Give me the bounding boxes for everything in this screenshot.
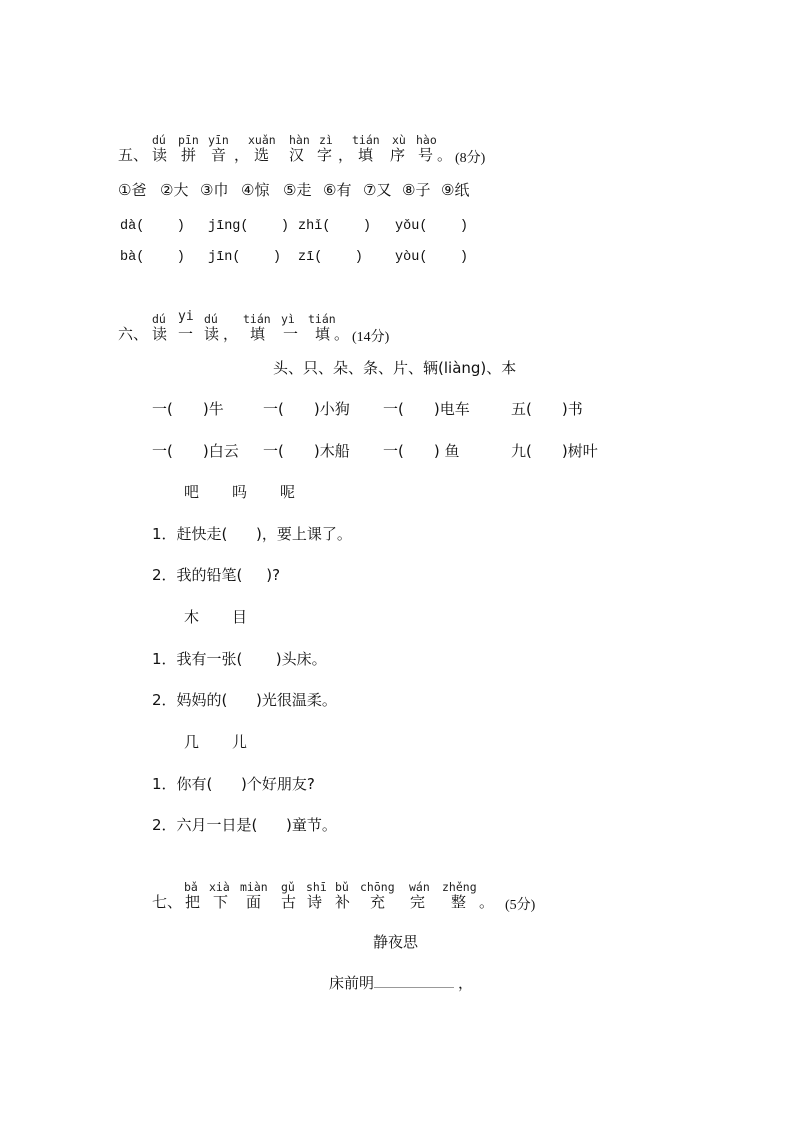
word-option: 几 <box>184 733 200 751</box>
pinyin: dà <box>120 219 137 234</box>
pinyin: bǔ <box>335 880 349 894</box>
pinyin-yin: yīn <box>208 133 229 147</box>
prefix: 九( <box>511 442 532 460</box>
answer-item[interactable] <box>298 219 371 235</box>
suffix: )白云 <box>202 442 239 460</box>
heading-char: ， <box>338 146 354 164</box>
sentence-text[interactable]: 我的铅笔( )? <box>176 566 281 584</box>
heading-char: 读 <box>152 146 168 164</box>
answer-item[interactable] <box>120 219 185 235</box>
pinyin-xuan: xuǎn <box>248 133 276 147</box>
fill-item[interactable] <box>511 400 583 418</box>
prefix: 一( <box>383 442 404 460</box>
prefix: 一( <box>152 442 173 460</box>
pinyin: yi <box>178 309 194 324</box>
poem-title: 静夜思 <box>373 933 419 951</box>
pinyin: bà <box>120 250 137 265</box>
pinyin-xu: xù <box>392 133 406 147</box>
pinyin: jīng <box>208 219 241 234</box>
pinyin-du: dú <box>152 133 166 147</box>
suffix: )牛 <box>202 400 224 418</box>
option: ⑧子 <box>402 181 431 199</box>
heading-char: 。 <box>479 893 495 911</box>
heading-char: 。 <box>437 146 453 164</box>
answer-blank[interactable]: ( ) <box>314 250 363 265</box>
pinyin: shī <box>306 880 327 894</box>
suffix: ) 鱼 <box>433 442 460 460</box>
sentence[interactable] <box>152 691 337 709</box>
pinyin: wán <box>409 880 430 894</box>
pinyin: yì <box>281 312 295 326</box>
heading-char: 面 <box>246 893 262 911</box>
answer-item[interactable] <box>298 250 363 266</box>
answer-item[interactable] <box>395 250 468 266</box>
pinyin-tian: tián <box>352 133 380 147</box>
section-number: 七、 <box>152 893 183 911</box>
pinyin: bǎ <box>184 880 198 894</box>
sentence[interactable] <box>152 650 327 668</box>
suffix: )小狗 <box>313 400 350 418</box>
option: ⑦又 <box>363 181 392 199</box>
heading-char: 一 <box>178 325 194 343</box>
sentence[interactable] <box>152 566 280 584</box>
fill-item[interactable] <box>263 400 350 418</box>
answer-blank[interactable]: ( ) <box>136 219 185 234</box>
pinyin: zī <box>298 250 315 265</box>
fill-item[interactable] <box>152 400 224 418</box>
heading-char: 一 <box>283 325 299 343</box>
word-option: 儿 <box>232 733 248 751</box>
heading-char: 填 <box>250 325 266 343</box>
heading-char: 诗 <box>307 893 323 911</box>
sentence-text[interactable]: 妈妈的( )光很温柔。 <box>176 691 337 709</box>
measure-word-options: 头、只、朵、条、片、辆(liàng)、本 <box>273 359 517 377</box>
heading-char: 号 <box>418 146 434 164</box>
sentence-number: 2． <box>152 566 177 584</box>
pinyin: jīn <box>208 250 233 265</box>
pinyin: tián <box>308 312 336 326</box>
fill-item[interactable] <box>383 442 459 460</box>
pinyin-pin: pīn <box>178 133 199 147</box>
answer-item[interactable] <box>120 250 185 266</box>
poem-line <box>329 973 473 992</box>
answer-blank[interactable]: ( ) <box>419 250 468 265</box>
option: ①爸 <box>118 181 147 199</box>
heading-char: 拼 <box>181 146 197 164</box>
answer-blank[interactable]: ( ) <box>232 250 281 265</box>
fill-item[interactable] <box>383 400 470 418</box>
word-option: 呢 <box>280 483 296 501</box>
pinyin: gǔ <box>281 880 295 894</box>
heading-char: 填 <box>358 146 374 164</box>
heading-char: ， <box>223 325 239 343</box>
prefix: 一( <box>383 400 404 418</box>
word-option: 吗 <box>232 483 248 501</box>
suffix: )木船 <box>313 442 350 460</box>
heading-char: 音 <box>211 146 227 164</box>
heading-char: 填 <box>315 325 331 343</box>
sentence-number: 1． <box>152 650 177 668</box>
section-number: 五、 <box>118 146 149 164</box>
pinyin-hao: hào <box>416 133 437 147</box>
option: ②大 <box>160 181 189 199</box>
heading-char: 补 <box>335 893 351 911</box>
poem-line-prefix: 床前明 <box>329 974 375 992</box>
option: ④惊 <box>241 181 270 199</box>
heading-char: 充 <box>370 893 386 911</box>
suffix: )电车 <box>433 400 470 418</box>
heading-char: ， <box>234 146 250 164</box>
pinyin: dú <box>204 312 218 326</box>
pinyin: zhǐ <box>298 219 323 234</box>
pinyin: xià <box>209 880 230 894</box>
heading-char: 读 <box>152 325 168 343</box>
sentence-text[interactable]: 六月一日是( )童节。 <box>176 816 337 834</box>
prefix: 一( <box>152 400 173 418</box>
pinyin-zi: zì <box>319 133 333 147</box>
sentence-text[interactable]: 我有一张( )头床。 <box>176 650 327 668</box>
answer-item[interactable] <box>208 250 281 266</box>
prefix: 一( <box>263 400 284 418</box>
sentence[interactable] <box>152 816 337 834</box>
pinyin: miàn <box>240 880 268 894</box>
heading-char: 字 <box>317 146 333 164</box>
sentence-number: 2． <box>152 816 177 834</box>
suffix: )树叶 <box>561 442 598 460</box>
word-option: 木 <box>184 608 200 626</box>
heading-char: 古 <box>281 893 297 911</box>
heading-char: 完 <box>410 893 426 911</box>
pinyin: chōng <box>360 880 395 894</box>
prefix: 一( <box>263 442 284 460</box>
answer-item[interactable] <box>395 219 468 235</box>
pinyin: tián <box>243 312 271 326</box>
pinyin-han: hàn <box>289 133 310 147</box>
pinyin: yǒu <box>395 219 420 234</box>
section-number: 六、 <box>118 325 149 343</box>
word-option: 吧 <box>184 483 200 501</box>
word-option: 目 <box>232 608 248 626</box>
fill-item[interactable] <box>152 442 239 460</box>
pinyin: yòu <box>395 250 420 265</box>
pinyin: zhěng <box>442 880 477 894</box>
suffix: )书 <box>561 400 583 418</box>
sentence[interactable] <box>152 525 352 543</box>
answer-blank[interactable]: ( ) <box>240 219 290 234</box>
score: (8分) <box>455 151 486 166</box>
heading-char: 汉 <box>289 146 305 164</box>
sentence-number: 1． <box>152 775 177 793</box>
sentence-number: 2． <box>152 691 177 709</box>
answer-blank[interactable]: ( ) <box>322 219 371 234</box>
option: ⑥有 <box>323 181 352 199</box>
sentence-text[interactable]: 赶快走( )，要上课了。 <box>176 525 352 543</box>
heading-char: 序 <box>390 146 406 164</box>
option: ⑨纸 <box>441 181 470 199</box>
pinyin: dú <box>152 312 166 326</box>
answer-blank[interactable]: ( ) <box>136 250 185 265</box>
sentence-text[interactable]: 你有( )个好朋友? <box>176 775 315 793</box>
heading-char: 把 <box>185 893 201 911</box>
score: (5分) <box>505 898 536 913</box>
prefix: 五( <box>511 400 532 418</box>
heading-char: 选 <box>254 146 270 164</box>
score: (14分) <box>352 330 390 345</box>
poem-blank[interactable] <box>374 973 454 988</box>
fill-item[interactable] <box>263 442 350 460</box>
heading-char: 。 <box>334 325 350 343</box>
heading-char: 整 <box>451 893 467 911</box>
answer-item[interactable] <box>208 219 289 235</box>
poem-line-suffix: ， <box>458 974 474 992</box>
heading-char: 下 <box>213 893 229 911</box>
answer-blank[interactable]: ( ) <box>419 219 468 234</box>
sentence-number: 1． <box>152 525 177 543</box>
sentence[interactable] <box>152 775 315 793</box>
option: ③巾 <box>200 181 229 199</box>
heading-char: 读 <box>204 325 220 343</box>
fill-item[interactable] <box>511 442 598 460</box>
option: ⑤走 <box>283 181 312 199</box>
